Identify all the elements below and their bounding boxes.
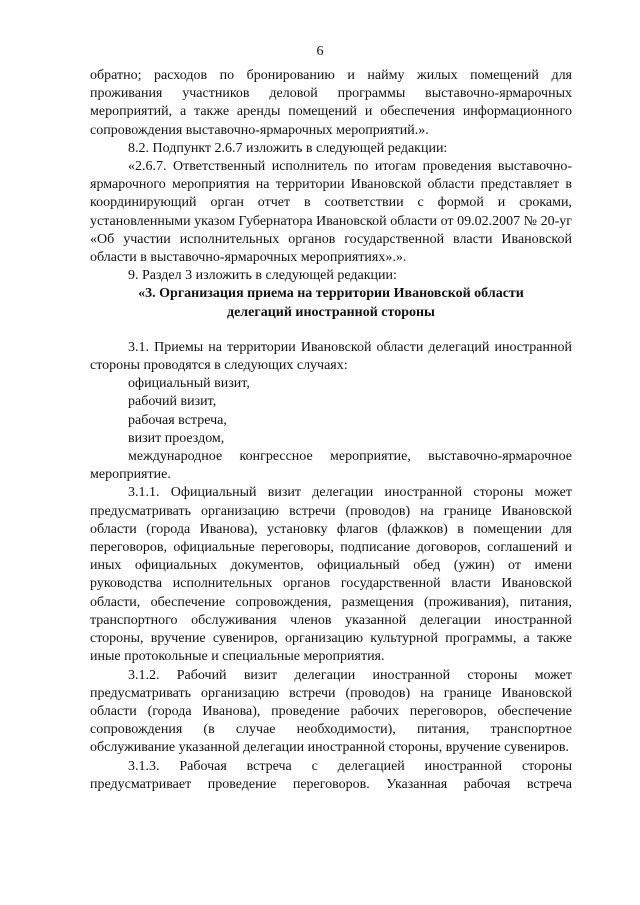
page-number: 6 bbox=[316, 44, 324, 59]
section-heading-line-2: делегаций иностранной стороны bbox=[227, 304, 435, 320]
paragraph-8-2: 8.2. Подпункт 2.6.7 изложить в следующей редакции: bbox=[128, 140, 448, 156]
document-body bbox=[90, 67, 572, 794]
list-item: официальный визит, bbox=[128, 376, 250, 392]
paragraph-3-1-3: 3.1.3. Рабочая встреча с делегацией иностранной стороны предусматривает проведение переговоров. Указанная рабочая встреча bbox=[90, 758, 572, 792]
section-heading-line-1: «3. Организация приема на территории Ивановской области bbox=[138, 286, 524, 302]
paragraph-3-1-2: 3.1.2. Рабочий визит делегации иностранной стороны может предусматривать организацию встречи (проводов) на границе Ивановской области (города Иванова), проведение рабочих переговоров, обеспечение сопровождения (в случае необходимости), питания, транспортное обслуживание указанной делегации иностранной стороны, вручение сувениров. bbox=[90, 667, 572, 756]
paragraph-2-6-7: «2.6.7. Ответственный исполнитель по итогам проведения выставочно-ярмарочного мероприятия на территории Ивановской области представляет в координирующий орган отчет в соответствии с формой и сроками, установленными указом Губернатора Ивановской области от 09.02.2007 № 20-уг «Об участии исполнительных органов государственной власти Ивановской области в выставочно-ярмарочных мероприятиях».». bbox=[90, 159, 572, 266]
list-item: международное конгрессное мероприятие, выставочно-ярмарочное мероприятие. bbox=[90, 449, 572, 483]
paragraph-9: 9. Раздел 3 изложить в следующей редакции: bbox=[128, 268, 397, 284]
heading-spacer bbox=[90, 322, 572, 339]
list-item: рабочая встреча, bbox=[128, 412, 227, 428]
paragraph-continuation: обратно; расходов по бронированию и найму жилых помещений для проживания участников деловой программы выставочно-ярмарочных мероприятий, а также аренды помещений и обеспечения информационного сопровождения выставочно-ярмарочных мероприятий.». bbox=[90, 68, 572, 138]
paragraph-3-1: 3.1. Приемы на территории Ивановской области делегаций иностранной стороны проводятся в следующих случаях: bbox=[90, 339, 572, 374]
paragraph-3-1-1: 3.1.1. Официальный визит делегации иностранной стороны может предусматривать организацию встречи (проводов) на границе Ивановской области (города Иванова), установку флагов (флажков) в помещении для переговоров, официальные переговоры, подписание договоров, соглашений и иных официальных документов, официальный обед (ужин) от имени руководства исполнительных органов государственной власти Ивановской области, обеспечение сопровождения, размещения (проживания), питания, транспортного обслуживания членов указанной делегации иностранной стороны, вручение сувениров, организацию культурной программы, а также иные протокольные и специальные мероприятия. bbox=[90, 485, 572, 665]
list-item: визит проездом, bbox=[128, 430, 225, 446]
list-item: рабочий визит, bbox=[128, 394, 217, 410]
